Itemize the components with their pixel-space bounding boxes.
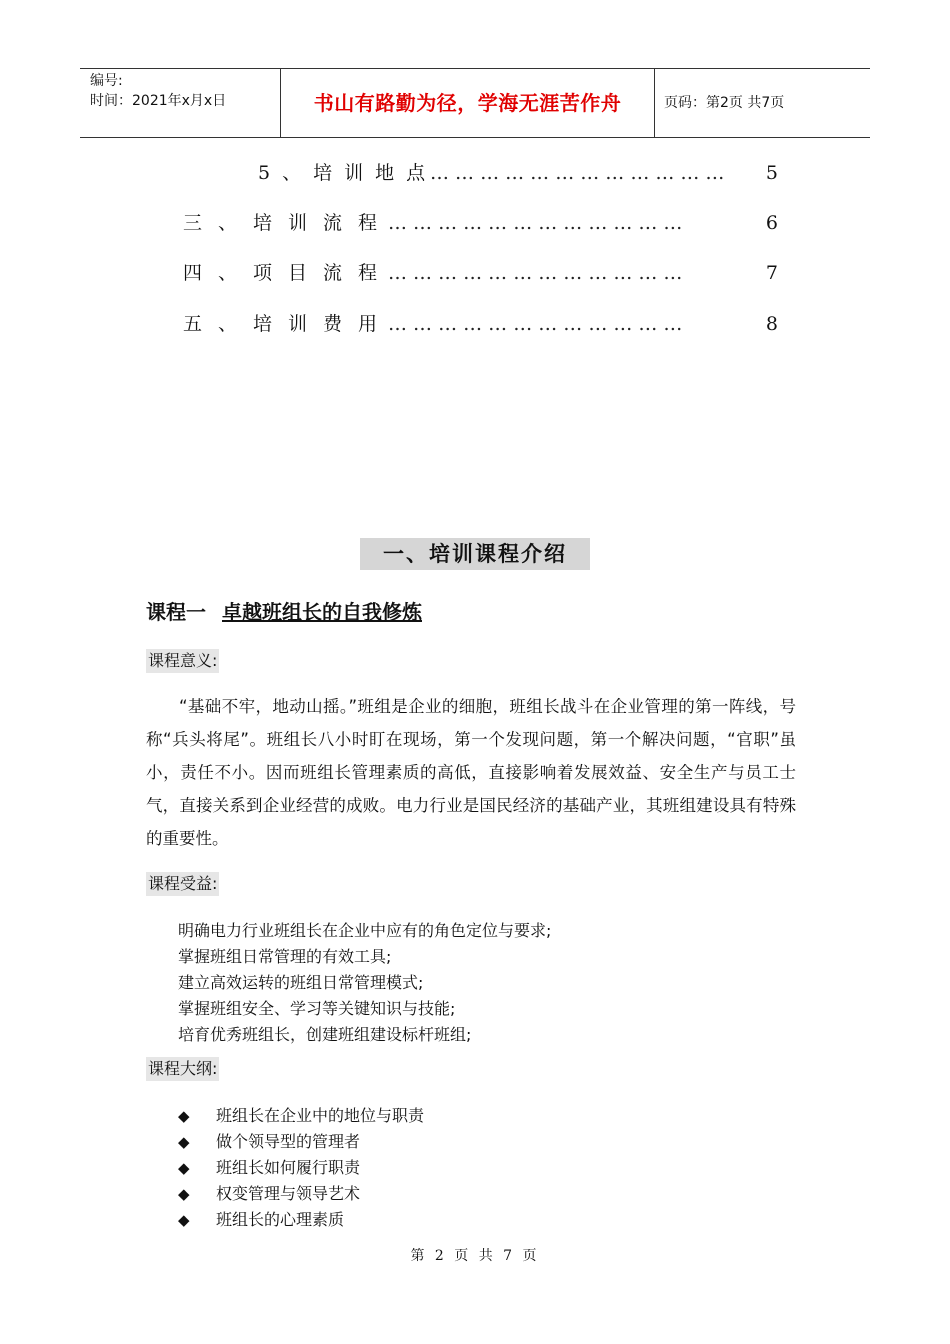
benefits-label: 课程受益: [146, 872, 219, 896]
significance-label: 课程意义: [146, 649, 219, 673]
outline-item-text: 班组长在企业中的地位与职责 [216, 1106, 425, 1125]
page-footer: 第 2 页 共 7 页 [410, 1248, 540, 1264]
toc-entry-page: 8 [765, 313, 778, 335]
toc-entry-dots: … … … … … … … … … … … … [388, 212, 683, 234]
list-item [178, 1181, 424, 1207]
outline-item-text: 做个领导型的管理者 [216, 1132, 361, 1151]
significance-paragraph [146, 690, 796, 855]
toc-entry-dots: … … … … … … … … … … … … [388, 262, 683, 284]
list-item: 掌握班组日常管理的有效工具; [178, 947, 392, 966]
course-title [146, 597, 422, 627]
outline-list [178, 1103, 424, 1233]
header-meta-cell [80, 69, 280, 137]
toc-entry-label: 四、项目流程 [183, 262, 394, 284]
list-item [178, 1207, 424, 1233]
header-page-cell [654, 69, 870, 137]
toc-entry-page: 6 [765, 212, 778, 234]
diamond-bullet-icon: ◆ [178, 1159, 190, 1177]
outline-item-text: 班组长的心理素质 [216, 1210, 345, 1229]
header-time-label: 时间：2021年x月x日 [90, 93, 227, 109]
header-motto-cell [280, 69, 655, 137]
toc-entry-label: 三、培训流程 [183, 212, 394, 234]
header-page-info: 页码：第2页 共7页 [664, 95, 785, 111]
toc-entry-label: 5、培训地点 [258, 162, 438, 184]
course-number: 课程一 [146, 600, 206, 624]
diamond-bullet-icon: ◆ [178, 1211, 190, 1229]
toc-entry-dots: … … … … … … … … … … … … [430, 162, 725, 184]
toc-entry[interactable] [183, 208, 778, 238]
course-name: 卓越班组长的自我修炼 [222, 600, 422, 624]
toc-entry-page: 5 [765, 162, 778, 184]
outline-label: 课程大纲: [146, 1057, 219, 1081]
diamond-bullet-icon: ◆ [178, 1185, 190, 1203]
header-number-label: 编号: [90, 73, 123, 89]
page-header [80, 68, 870, 138]
toc-entry-label: 五、培训费用 [183, 313, 394, 335]
list-item: 明确电力行业班组长在企业中应有的角色定位与要求; [178, 921, 552, 940]
list-item [178, 1103, 424, 1129]
diamond-bullet-icon: ◆ [178, 1133, 190, 1151]
header-motto: 书山有路勤为径，学海无涯苦作舟 [313, 91, 622, 115]
toc-entry-page: 7 [765, 262, 778, 284]
list-item: 掌握班组安全、学习等关键知识与技能; [178, 999, 456, 1018]
list-item: 培育优秀班组长，创建班组建设标杆班组; [178, 1025, 472, 1044]
diamond-bullet-icon: ◆ [178, 1107, 190, 1125]
section-title: 一、培训课程介绍 [360, 538, 590, 570]
toc-entry-dots: … … … … … … … … … … … … [388, 313, 683, 335]
outline-item-text: 班组长如何履行职责 [216, 1158, 361, 1177]
list-item [178, 1129, 424, 1155]
outline-item-text: 权变管理与领导艺术 [216, 1184, 361, 1203]
list-item [178, 1155, 424, 1181]
significance-text: “基础不牢，地动山摇。”班组是企业的细胞，班组长战斗在企业管理的第一阵线，号称“兵头将尾”。班组长八小时盯在现场，第一个发现问题，第一个解决问题，“官职”虽小，责任不小。因而班组长管理素质的高低，直接影响着发展效益、安全生产与员工士气，直接关系到企业经营的成败。电力行业是国民经济的基础产业，其班组建设具有特殊的重要性。 [146, 697, 796, 848]
toc-entry[interactable] [183, 309, 778, 339]
list-item: 建立高效运转的班组日常管理模式; [178, 973, 424, 992]
benefits-list [178, 918, 551, 1048]
toc-entry[interactable] [258, 158, 778, 188]
toc-entry[interactable] [183, 258, 778, 288]
